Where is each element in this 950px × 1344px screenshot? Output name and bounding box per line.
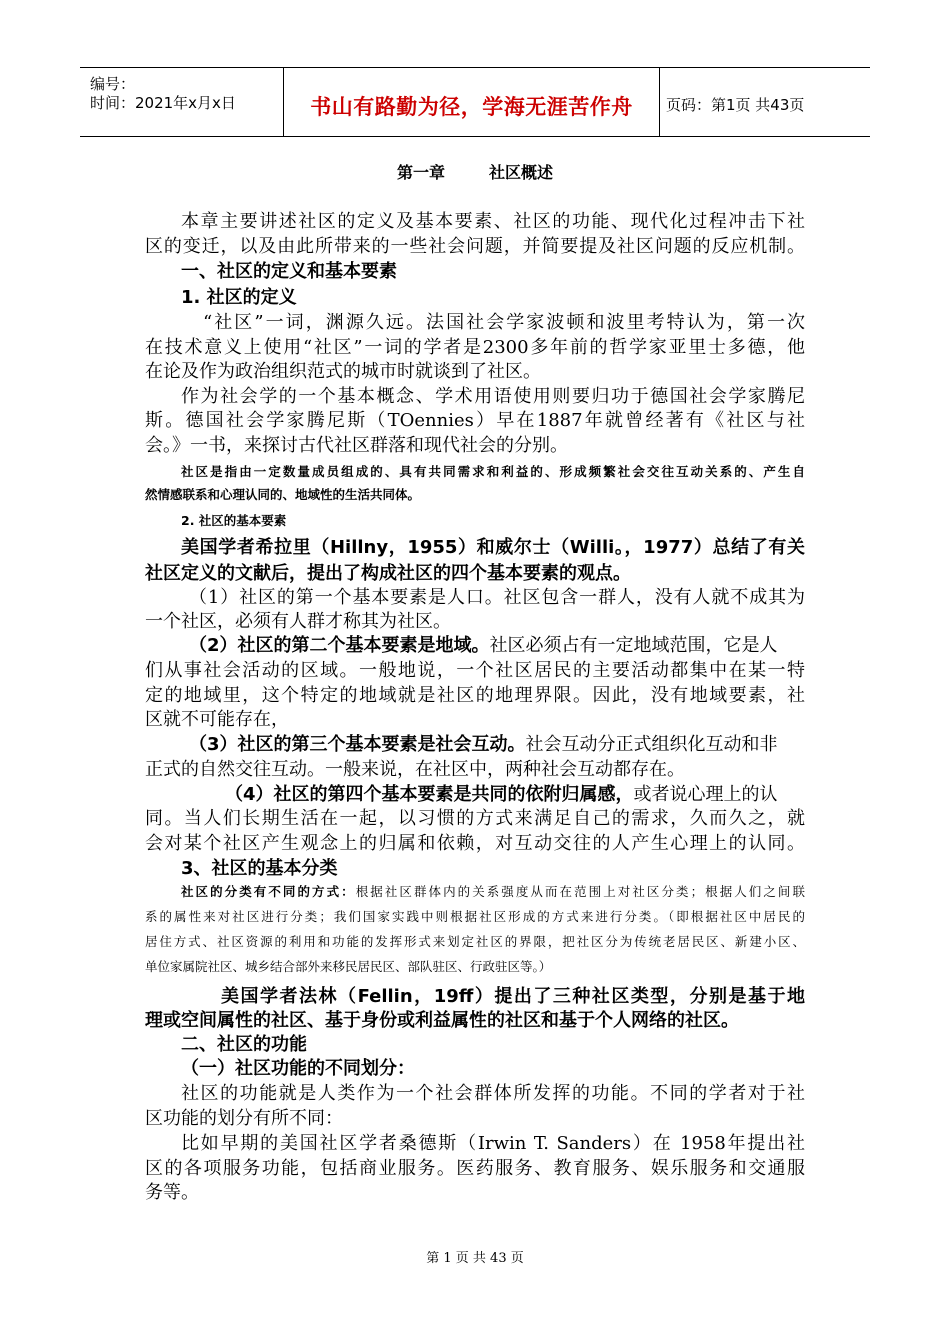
body-line: 务等。 (145, 1182, 199, 1203)
body-line: 作为社会学的一个基本概念、学术用语使用则要归功于德国社会学家腾尼 (181, 386, 805, 407)
body-bold-line: 理或空间属性的社区、基于身份或利益属性的社区和基于个人网络的社区。 (145, 1010, 739, 1031)
classification-lead: 社区的分类有不同的方式： (181, 884, 356, 899)
chapter-title: 社区概述 (489, 163, 554, 182)
classification-line: 系的属性来对社区进行分类；我们国家实践中则根据社区形成的方式来进行分类。（即根据社区中居民的 (145, 909, 805, 924)
element-3-title: （3）社区的第三个基本要素是社会互动。 (189, 734, 526, 755)
element-4-title: （4）社区的第四个基本要素是共同的依附归属感， (225, 784, 634, 805)
element-1-line: 一个社区，必须有人群才称其为社区。 (145, 611, 451, 632)
body-line: 在论及作为政治组织范式的城市时就谈到了社区。 (145, 361, 541, 382)
body-line: 定的地域里，这个特定的地域就是社区的地理界限。因此，没有地域要素，社 (145, 685, 805, 706)
body-line: 区功能的划分有所不同： (145, 1108, 343, 1129)
classification-line: 单位家属院社区、城乡结合部外来移民居民区、部队驻区、行政驻区等。） (145, 959, 552, 974)
chapter-number: 第一章 (396, 163, 445, 182)
page-label: 页码：第1页 共43页 (666, 96, 805, 114)
element-1-line: （1）社区的第一个基本要素是人口。社区包含一群人，没有人就不成其为 (189, 587, 805, 608)
section-heading-2: 二、社区的功能 (181, 1034, 307, 1055)
subheading-classification: 3、社区的基本分类 (181, 858, 338, 879)
body-line: 社区的功能就是人类作为一个社会群体所发挥的功能。不同的学者对于社 (181, 1083, 805, 1104)
element-2-title: （2）社区的第二个基本要素是地域。 (189, 635, 490, 656)
body-line: “社区”一词，渊源久远。法国社会学家波顿和波里考特认为，第一次 (203, 312, 805, 333)
classification-line: 居住方式、社区资源的利用和功能的发挥形式来划定社区的界限，把社区分为传统老居民区、新建小区、 (145, 934, 805, 949)
header-info-cell (80, 68, 284, 136)
body-line: 们从事社会活动的区域。一般地说，一个社区居民的主要活动都集中在某一特 (145, 660, 805, 681)
subheading-function-division: （一）社区功能的不同划分： (181, 1058, 415, 1079)
body-line: 区的各项服务功能，包括商业服务。医药服务、教育服务、娱乐服务和交通服 (145, 1158, 805, 1179)
body-bold-line: 美国学者希拉里（Hillny，1955）和威尔士（Willi。，1977）总结了有关 (181, 537, 805, 558)
time-label: 时间：2021年x月x日 (90, 94, 236, 112)
body-line: 正式的自然交往互动。一般来说，在社区中，两种社会互动都存在。 (145, 759, 685, 780)
body-line: 比如早期的美国社区学者桑德斯（Irwin T. Sanders）在 1958年提出社 (181, 1133, 805, 1154)
body-line: 斯。德国社会学家腾尼斯（TOennies）早在1887年就曾经著有《社区与社 (145, 410, 805, 431)
classification-text: 根据社区群体内的关系强度从而在范围上对社区分类；根据人们之间联 (355, 884, 805, 899)
classification-line (181, 884, 805, 900)
body-line: 同。当人们长期生活在一起，以习惯的方式来满足自己的需求，久而久之，就 (145, 808, 805, 829)
definition-line: 社区是指由一定数量成员组成的、具有共同需求和利益的、形成频繁社会交往互动关系的、产生自 (181, 464, 805, 479)
element-2-line (189, 635, 805, 657)
section-heading-1: 一、社区的定义和基本要素 (181, 261, 397, 282)
page-footer: 第 1 页 共 43 页 (426, 1251, 524, 1266)
element-4-line (225, 784, 805, 806)
page-header (80, 67, 870, 137)
element-3-line (189, 734, 805, 756)
body-line: 会。》一书，来探讨古代社区群落和现代社会的分别。 (145, 435, 568, 456)
element-2-text: 社区必须占有一定地域范围，它是人 (489, 635, 778, 656)
number-label: 编号： (90, 75, 136, 93)
subheading-definition: 1. 社区的定义 (181, 287, 297, 308)
element-4-text: 或者说心理上的认 (633, 784, 778, 805)
body-line: 在技术意义上使用“社区”一词的学者是2300多年前的哲学家亚里士多德，他 (145, 337, 805, 358)
intro-line-2: 区的变迁，以及由此所带来的一些社会问题，并简要提及社区问题的反应机制。 (145, 236, 805, 257)
motto: 书山有路勤为径，学海无涯苦作舟 (310, 95, 633, 119)
definition-line: 然情感联系和心理认同的、地域性的生活共同体。 (145, 487, 421, 502)
body-line: 会对某个社区产生观念上的归属和依赖，对互动交往的人产生心理上的认同。 (145, 833, 805, 854)
body-line: 区就不可能存在， (145, 709, 289, 730)
body-bold-line: 美国学者法林（Fellin，19ff）提出了三种社区类型，分别是基于地 (221, 986, 805, 1007)
header-motto-cell (284, 68, 660, 136)
chapter-heading (0, 160, 950, 183)
element-3-text: 社会互动分正式组织化互动和非 (525, 734, 778, 755)
intro-line-1: 本章主要讲述社区的定义及基本要素、社区的功能、现代化过程冲击下社 (181, 211, 805, 232)
header-page-cell (660, 68, 870, 136)
subheading-elements: 2. 社区的基本要素 (181, 513, 287, 528)
body-bold-line: 社区定义的文献后，提出了构成社区的四个基本要素的观点。 (145, 563, 631, 584)
